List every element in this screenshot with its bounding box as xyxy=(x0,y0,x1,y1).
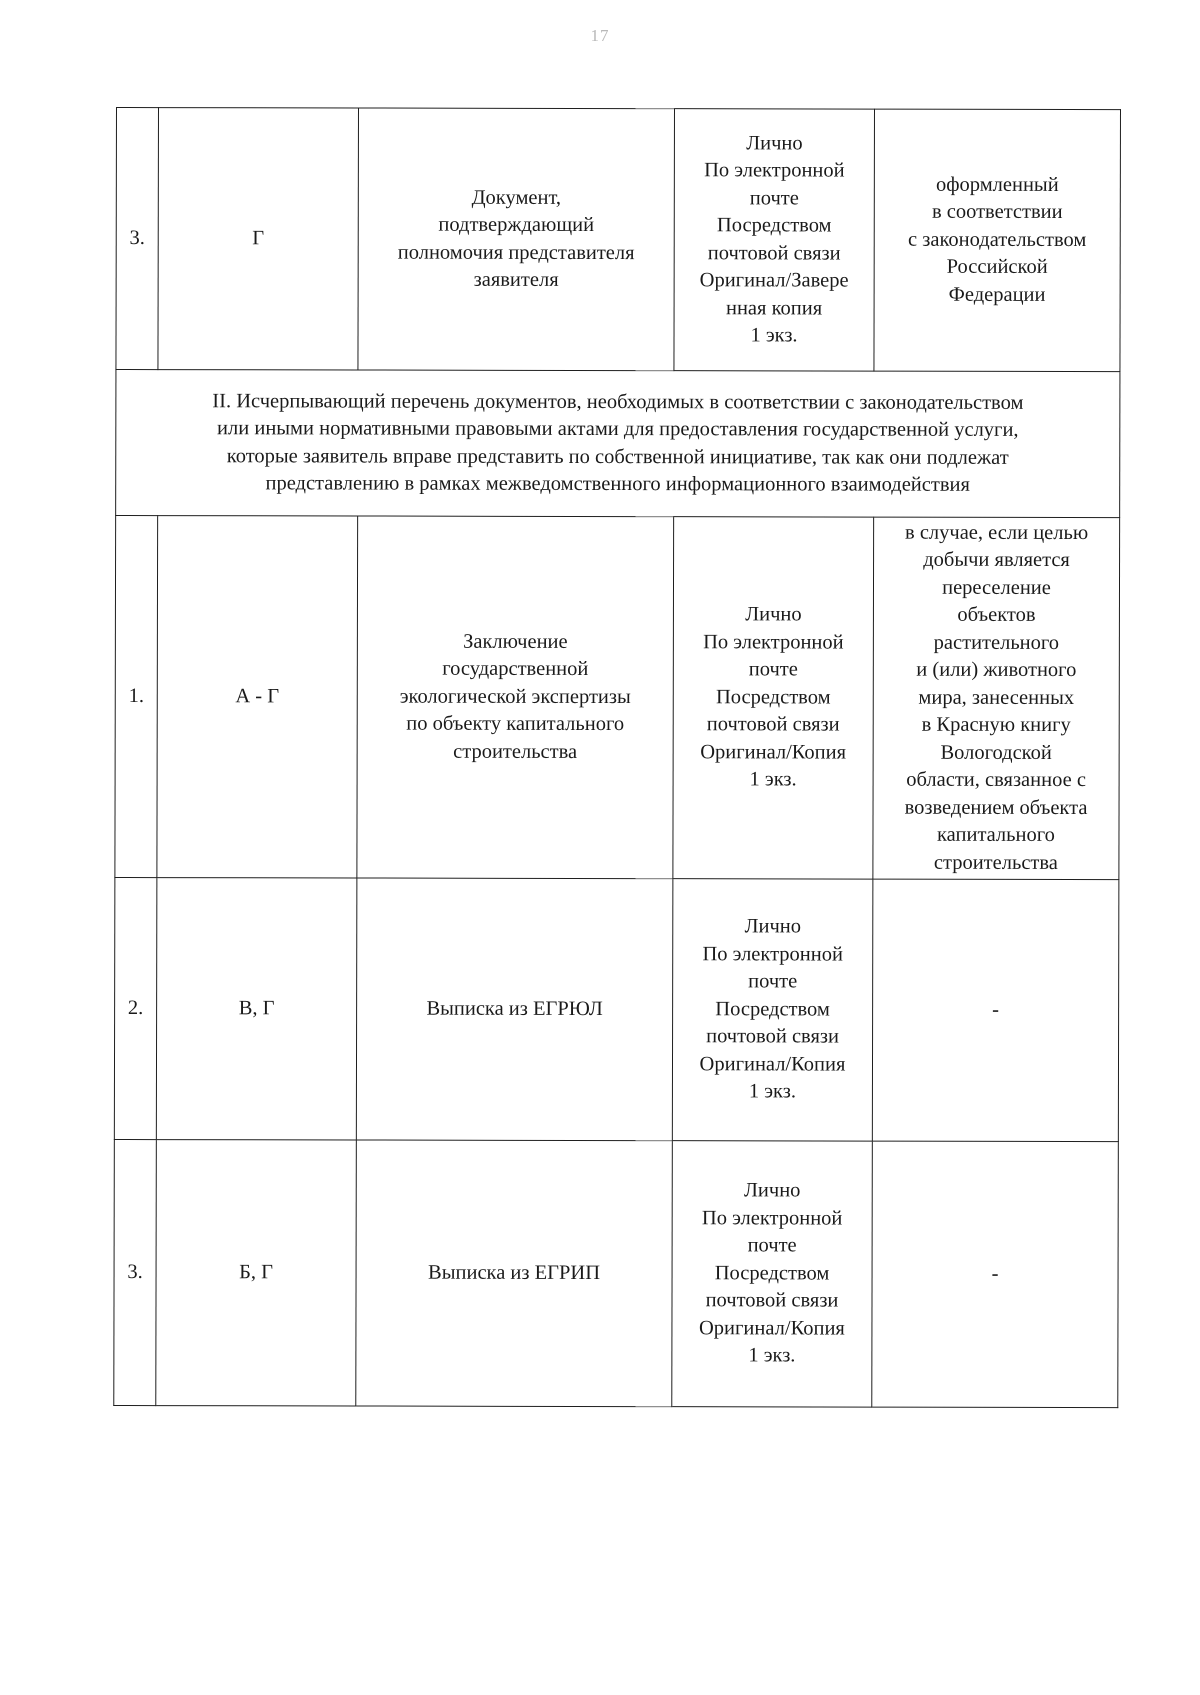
text-line: Лично xyxy=(745,603,802,626)
text-line: Посредством xyxy=(716,214,832,237)
text-line: Оригинал/Копия xyxy=(699,1052,846,1076)
table-row xyxy=(114,1139,1119,1407)
document-name xyxy=(358,108,675,371)
text-line: с законодательством xyxy=(908,228,1087,251)
document-requirements xyxy=(874,109,1121,372)
submission-method xyxy=(672,1141,873,1407)
text-line: Оригинал/Копия xyxy=(698,1316,845,1340)
applicant-category: А - Г xyxy=(157,516,358,878)
table-row xyxy=(114,877,1119,1141)
text-line: по объекту капитального xyxy=(406,712,625,736)
text-line: строительства xyxy=(933,851,1058,874)
text-line: Федерации xyxy=(948,283,1046,306)
table-row xyxy=(115,516,1120,880)
text-line: 1 экз. xyxy=(749,768,797,791)
text-line: почте xyxy=(749,186,799,209)
text-line: По электронной xyxy=(704,159,845,182)
text-line: почтовой связи xyxy=(706,713,840,736)
document-requirements xyxy=(872,1141,1119,1408)
text-line: почтовой связи xyxy=(706,1025,839,1048)
text-line: Посредством xyxy=(714,1262,830,1285)
text-line: Заключение xyxy=(463,630,568,653)
text-line: 1 экз. xyxy=(748,1344,796,1367)
text-line: Лично xyxy=(746,131,803,154)
document-name xyxy=(356,1140,673,1407)
text-line: растительного xyxy=(933,631,1060,654)
text-line: Посредством xyxy=(715,998,830,1021)
section-heading xyxy=(116,370,1120,518)
text-line: и (или) животного xyxy=(916,658,1077,682)
text-line: строительства xyxy=(453,740,578,763)
text-line: почте xyxy=(748,970,798,993)
text-line: Посредством xyxy=(715,686,831,709)
text-line: Оригинал/Завере xyxy=(699,269,849,292)
text-line: добычи является xyxy=(923,548,1070,572)
text-line: заявителя xyxy=(473,268,559,291)
text-line: государственной xyxy=(442,657,589,681)
text-line: Выписка из ЕГРЮЛ xyxy=(426,997,603,1020)
text-line: нная копия xyxy=(725,296,823,319)
submission-method xyxy=(674,109,875,371)
text-line: возведением объекта xyxy=(904,796,1088,819)
text-line: Российской xyxy=(946,255,1048,279)
text-line: Лично xyxy=(744,915,802,938)
text-line: экологической экспертизы xyxy=(399,685,631,708)
text-line: почтовой связи xyxy=(707,241,841,265)
text-line: в Красную книгу xyxy=(921,713,1071,737)
document-name xyxy=(356,878,673,1141)
text-line: Оригинал/Копия xyxy=(700,740,847,764)
text-line: Лично xyxy=(744,1179,801,1202)
text-line: По электронной xyxy=(701,1206,843,1230)
text-line: 1 экз. xyxy=(750,324,798,347)
text-line: Вологодской xyxy=(940,741,1052,764)
text-line: По электронной xyxy=(702,942,844,966)
section-heading-row xyxy=(116,370,1120,518)
text-line: капитального xyxy=(937,823,1055,847)
text-line: в случае, если целью xyxy=(905,521,1089,544)
text-line: подтверждающий xyxy=(438,213,595,237)
text-line: или иными нормативными правовыми актами для предоставления государственной услуги, xyxy=(217,417,1019,441)
document-requirements xyxy=(873,517,1120,880)
documents-table xyxy=(113,107,1121,1408)
text-line: полномочия представителя xyxy=(397,241,635,264)
text-line: - xyxy=(992,998,1000,1021)
applicant-category: В, Г xyxy=(156,878,357,1140)
text-line: которые заявитель вправе представить по собственной инициативе, так как они подлежат xyxy=(226,444,1009,469)
row-number: 1. xyxy=(115,516,158,878)
text-line: переселение xyxy=(942,576,1051,599)
text-line: - xyxy=(991,1262,999,1285)
submission-method xyxy=(673,517,874,879)
page-number: 17 xyxy=(590,26,610,45)
text-line: мира, занесенных xyxy=(918,686,1075,709)
row-number: 3. xyxy=(116,108,159,370)
text-line: Документ, xyxy=(471,186,562,209)
row-number: 3. xyxy=(114,1139,157,1405)
text-line: объектов xyxy=(957,604,1036,627)
text-line: представлению в рамках межведомственного информационного взаимодействия xyxy=(265,472,970,496)
text-line: II. Исчерпывающий перечень документов, необходимых в соответствии с законодательством xyxy=(212,389,1024,414)
row-number: 2. xyxy=(114,877,157,1139)
applicant-category: Б, Г xyxy=(156,1140,357,1406)
text-line: области, связанное с xyxy=(906,768,1086,792)
document-requirements xyxy=(872,879,1119,1142)
submission-method xyxy=(672,879,873,1141)
table-row xyxy=(116,108,1121,372)
text-line: оформленный xyxy=(935,173,1059,196)
text-line: почте xyxy=(747,1234,797,1257)
text-line: По электронной xyxy=(703,630,844,654)
applicant-category: Г xyxy=(158,108,359,370)
document-name xyxy=(357,516,674,879)
text-line: Выписка из ЕГРИП xyxy=(428,1261,601,1284)
text-line: почте xyxy=(748,658,798,681)
text-line: почтовой связи xyxy=(705,1289,839,1312)
text-line: в соответствии xyxy=(931,200,1063,224)
text-line: 1 экз. xyxy=(748,1080,797,1103)
